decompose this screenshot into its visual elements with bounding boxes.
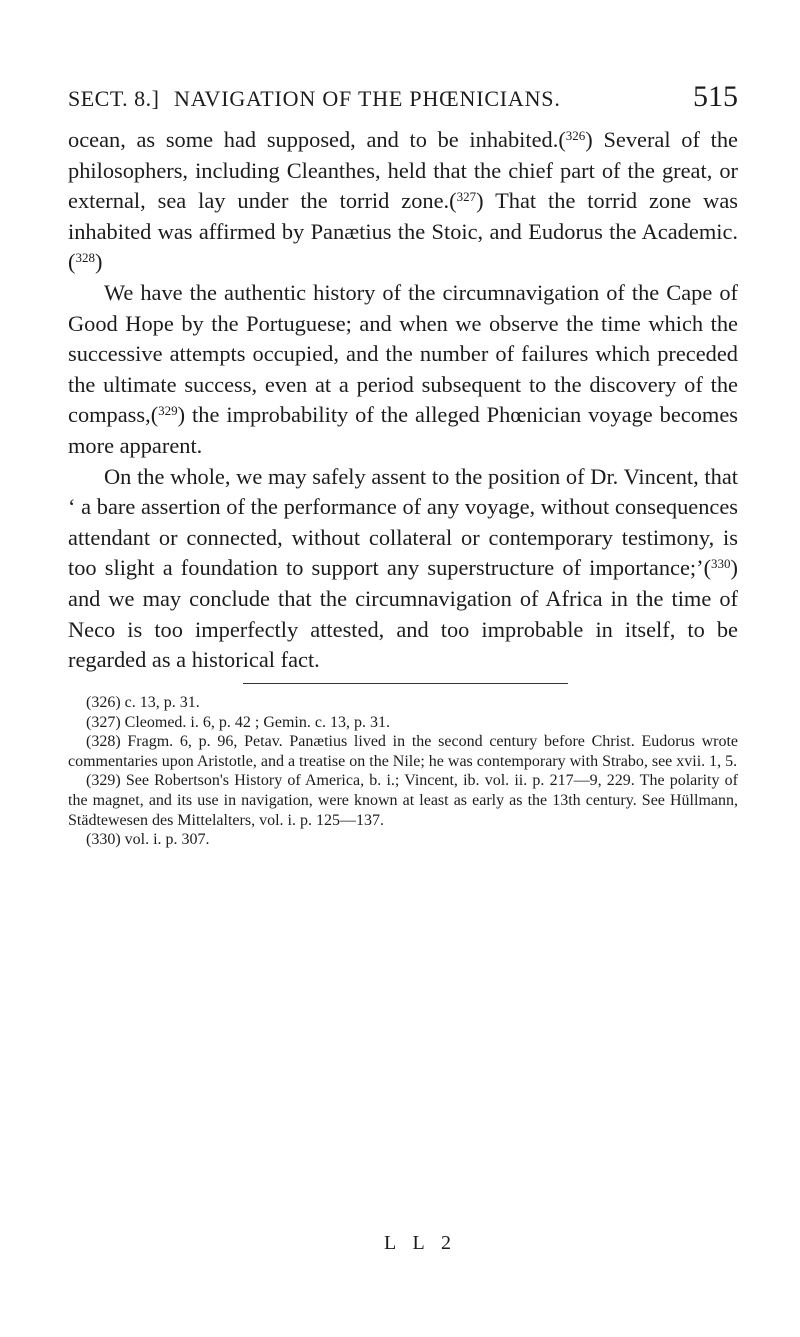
page-number: 515 [693, 80, 738, 113]
paragraph [68, 125, 738, 278]
text-segment: ) [94, 249, 103, 275]
footnote-divider [243, 683, 568, 684]
footnote-reference: 327 [456, 189, 477, 205]
text-segment: ) and we may conclude that the circumnavigation of Africa in the time of Neco is too imperfectly attested, and too improbable in itself, to be regarded as a historical fact. [68, 555, 738, 673]
footnote-number: (327) [86, 713, 121, 731]
text-segment: We have the authentic history of the circumnavigation of the Cape of Good Hope by the Portuguese; and when we observe the time which the successive attempts occupied, and the number of failures which preceded the ultimate success, even at a period subsequent to the discovery of the compass,( [68, 279, 738, 428]
text-segment: ocean, as some had supposed, and to be inhabited.( [68, 127, 566, 152]
footnote-text: vol. i. p. 307. [124, 831, 210, 849]
footnote-reference: 328 [75, 250, 95, 266]
footnote [68, 732, 738, 771]
paragraph [68, 462, 738, 676]
text-segment: ) Several of the philosophers, including Cleanthes, held that the chief part of the great, or external, sea lay under the torrid zone.( [68, 127, 738, 214]
footnote-text: Fragm. 6, p. 96, Petav. Panætius lived in the second century before Christ. Eudorus wrote commentaries upon Aristotle, and a treatise on the Nile; he was contemporary with Strabo, see xvii. 1, 5. [68, 733, 738, 770]
footnote-text: Cleomed. i. 6, p. 42 ; Gemin. c. 13, p. 31. [124, 713, 390, 731]
footnote-reference: 329 [158, 403, 178, 419]
text-segment: ) That the torrid zone was inhabited was affirmed by Panætius the Stoic, and Eudorus the Academic.( [68, 188, 738, 275]
section-label: SECT. 8.] [68, 86, 160, 111]
footnote-number: (330) [86, 831, 121, 849]
footnote-number: (329) [86, 772, 121, 790]
footnotes [68, 693, 738, 850]
main-text [68, 125, 738, 676]
footnote [68, 713, 738, 733]
footnote [68, 771, 738, 830]
chapter-title: NAVIGATION OF THE PHŒNICIANS. [174, 86, 561, 111]
footnote-number: (326) [86, 694, 121, 711]
text-segment: On the whole, we may safely assent to the position of Dr. Vincent, that ‘ a bare assertion of the performance of any voyage, without consequences attendant or connected, without collateral or contemporary testimony, is too slight a foundation to support any superstructure of importance;’( [68, 463, 738, 581]
footnote-reference: 326 [565, 128, 586, 143]
paragraph [68, 278, 738, 462]
text-segment: ) the improbability of the alleged Phœnician voyage becomes more apparent. [68, 402, 738, 458]
footnote-number: (328) [86, 733, 121, 751]
footnote [68, 830, 738, 850]
footnote-text: c. 13, p. 31. [124, 694, 200, 711]
footnote-text: See Robertson's History of America, b. i.; Vincent, ib. vol. ii. p. 217—9, 229. The polarity of the magnet, and its use in navigation, were known at least as early as the 13th century. See Hüllmann, Städtewesen des Mittelalters, vol. i. p. 125—137. [68, 772, 738, 829]
signature-mark: L L 2 [384, 1232, 457, 1254]
footnote [68, 693, 738, 713]
footnote-reference: 330 [711, 556, 731, 572]
running-header [68, 80, 738, 120]
